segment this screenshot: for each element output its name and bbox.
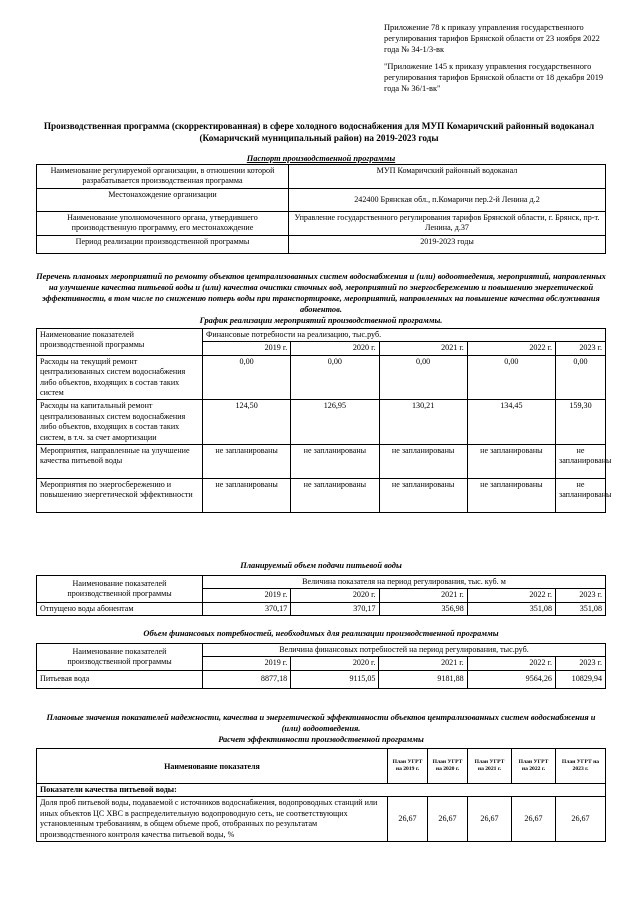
cell-value: не запланированы [291,445,379,479]
supply-caption: Планируемый объем подачи питьевой воды [240,561,402,570]
plan-header: План УГРТ на 2019 г. [388,749,428,784]
year-header: 2019 г. [203,342,291,355]
measures-subcaption: График реализации мероприятий производственной программы. [199,316,443,325]
cell-value: 26,67 [468,797,512,842]
year-header: 2022 г. [467,657,555,670]
year-header: 2022 г. [467,589,555,602]
cell-value: 0,00 [467,355,555,400]
passport-label: Период реализации производственной программы [37,235,289,253]
passport-table [36,164,606,254]
cell-value: 356,98 [379,602,467,615]
measures-head-group: Финансовые потребности на реализацию, тыс.руб. [203,329,606,342]
cell-value: 159,30 [556,400,606,445]
passport-caption: Паспорт производственной программы [246,154,396,163]
cell-value: 9564,26 [467,670,555,688]
finance-caption: Объем финансовых потребностей, необходимых для реализации производственной программы [143,629,499,638]
measures-section [36,271,612,513]
efficiency-caption: Плановые значения показателей надежности, качества и энергетической эффективности объектов централизованных систем водоснабжения и (или) водоотведения. [46,713,596,733]
efficiency-table [36,748,606,842]
supply-head-group: Величина показателя на период регулирования, тыс. куб. м [203,576,606,589]
year-header: 2021 г. [379,589,467,602]
table-row [37,445,606,479]
plan-header: План УГРТ на 2023 г. [556,749,606,784]
passport-section [36,153,606,254]
plan-header: План УГРТ на 2022 г. [512,749,556,784]
table-row [37,602,606,615]
year-header: 2023 г. [556,589,606,602]
cell-value: 0,00 [291,355,379,400]
row-label: Питьевая вода [37,670,203,688]
passport-row [37,211,606,235]
plan-header: План УГРТ на 2020 г. [428,749,468,784]
row-label: Мероприятия по энергосбережению и повышению энергетической эффективности [37,479,203,513]
cell-value: не запланированы [556,445,606,479]
measures-caption: Перечень плановых мероприятий по ремонту объектов централизованных систем водоснабжения и (или) водоотведения, мероприятий, направленных на улучшение качества питьевой воды и (или) качества очистки сточных вод, мероприятий по энергосбережению и повышению энергетической эффективности, в том числе по снижению потерь воды при транспортировке, мероприятий, направленных на повышение качества обслуживания абонентов. [36,272,606,314]
appendix-line-2: "Приложение 145 к приказу управления государственного регулирования тарифов Брянской области от 18 декабря 2019 года № 36/1-вк" [384,61,604,94]
cell-value: 351,08 [467,602,555,615]
document-title: Производственная программа (скорректированная) в сфере холодного водоснабжения для МУП Комаричский районный водоканал (Комаричский муниципальный район) на 2019-2023 годы [43,121,595,143]
year-header: 2020 г. [291,657,379,670]
supply-table [36,575,606,616]
cell-value: не запланированы [556,479,606,513]
passport-row [37,235,606,253]
year-header: 2022 г. [467,342,555,355]
year-header: 2021 г. [379,342,467,355]
passport-row [37,188,606,211]
plan-header: План УГРТ на 2021 г. [468,749,512,784]
cell-value: 370,17 [291,602,379,615]
year-header: 2020 г. [291,342,379,355]
finance-table [36,643,606,689]
cell-value: не запланированы [203,479,291,513]
cell-value: 130,21 [379,400,467,445]
year-header: 2019 г. [203,657,291,670]
cell-value: не запланированы [467,445,555,479]
supply-head-label: Наименование показателей производственной программы [37,576,203,603]
passport-label: Местонахождение организации [37,188,289,211]
cell-value: не запланированы [291,479,379,513]
table-row [37,355,606,400]
measures-table [36,328,612,513]
cell-value: 26,67 [388,797,428,842]
efficiency-section [36,712,606,842]
year-header: 2021 г. [379,657,467,670]
row-label: Расходы на текущий ремонт централизованных систем водоснабжения либо объектов, входящих в состав таких систем [37,355,203,400]
cell-value: 351,08 [556,602,606,615]
cell-value: не запланированы [379,445,467,479]
finance-head-group: Величина финансовых потребностей на период регулирования, тыс.руб. [203,644,606,657]
cell-value: 8877,18 [203,670,291,688]
passport-label: Наименование уполномоченного органа, утвердившего производственную программу, его местонахождение [37,211,289,235]
passport-value: Управление государственного регулирования тарифов Брянской области, г. Брянск, пр-т. Ленина, д.37 [289,211,606,235]
year-header: 2019 г. [203,589,291,602]
year-header: 2020 г. [291,589,379,602]
cell-value: не запланированы [379,479,467,513]
cell-value: 124,50 [203,400,291,445]
passport-value: МУП Комаричский районный водоканал [289,165,606,189]
table-row [37,400,606,445]
table-row [37,797,606,842]
cell-value: не запланированы [467,479,555,513]
supply-section [36,560,606,616]
measures-head-label: Наименование показателей производственной программы [37,329,203,356]
table-row [37,479,606,513]
appendix-line-1: Приложение 78 к приказу управления государственного регулирования тарифов Брянской области от 23 ноября 2022 года № 34-1/3-вк [384,23,600,55]
finance-head-label: Наименование показателей производственной программы [37,644,203,671]
efficiency-subcaption: Расчет эффективности производственной программы [218,735,424,744]
finance-section [36,628,606,689]
efficiency-head-label: Наименование показателя [37,749,388,784]
year-header: 2023 г. [555,657,605,670]
cell-value: 9115,05 [291,670,379,688]
cell-value: 0,00 [556,355,606,400]
passport-value: 242400 Брянская обл., п.Комаричи пер.2-й Ленина д.2 [289,188,606,211]
cell-value: 0,00 [379,355,467,400]
cell-value: 370,17 [203,602,291,615]
cell-value: 9181,88 [379,670,467,688]
cell-value: 26,67 [556,797,606,842]
appendix-note [384,22,614,99]
section-label: Показатели качества питьевой воды: [37,784,606,797]
section-row [37,784,606,797]
cell-value: 10829,94 [555,670,605,688]
cell-value: не запланированы [203,445,291,479]
row-label: Отпущено воды абонентам [37,602,203,615]
year-header: 2023 г. [556,342,606,355]
cell-value: 126,95 [291,400,379,445]
table-row [37,670,606,688]
cell-value: 134,45 [467,400,555,445]
cell-value: 26,67 [512,797,556,842]
passport-row [37,165,606,189]
cell-value: 26,67 [428,797,468,842]
row-label: Расходы на капитальный ремонт централизованных систем водоснабжения либо объектов, входящих в состав таких систем, в т.ч. за счет амортизации [37,400,203,445]
cell-value: 0,00 [203,355,291,400]
passport-value: 2019-2023 годы [289,235,606,253]
row-label: Доля проб питьевой воды, подаваемой с источников водоснабжения, водопроводных станций или иных объектов ЦС ХВС в распределительную водопроводную сеть, не соответствующих установленным требованиям, в общем объеме проб, отобранных по результатам производственного контроля качества питьевой воды, % [37,797,388,842]
passport-label: Наименование регулируемой организации, в отношении которой разрабатывается производственная программа [37,165,289,189]
row-label: Мероприятия, направленные на улучшение качества питьевой воды [37,445,203,479]
